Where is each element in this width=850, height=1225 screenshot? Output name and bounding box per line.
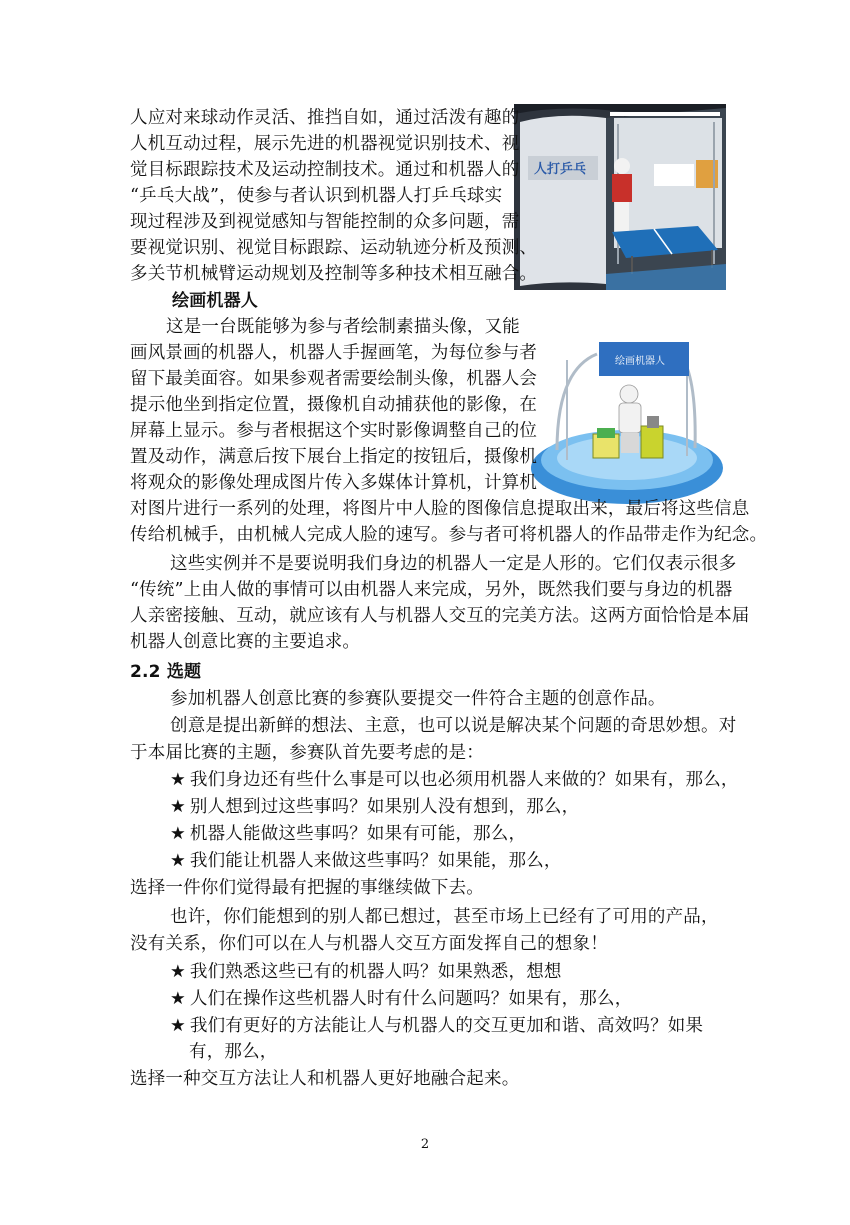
drawing-line: 传给机械手，由机械人完成人脸的速写。参与者可将机器人的作品带走作为纪念。: [130, 525, 768, 545]
section-2-2-heading: 2.2 选题: [130, 662, 202, 682]
drawing-line: 将观众的影像处理成图片传入多媒体计算机，计算机: [130, 473, 538, 493]
topic-intro-line: 创意是提出新鲜的想法、主意，也可以说是解决某个问题的奇思妙想。对: [170, 716, 737, 736]
question-text: 我们能让机器人来做这些事吗？如果能，那么，: [189, 851, 562, 871]
question-text: 我们熟悉这些已有的机器人吗？如果熟悉，想想: [189, 962, 562, 982]
question-text: 我们身边还有些什么事是可以也必须用机器人来做的？如果有，那么，: [189, 770, 739, 790]
middle-line: 也许，你们能想到的别人都已想过，甚至市场上已经有了可用的产品，: [170, 907, 719, 927]
pingpong-line: 多关节机械臂运动规划及控制等多种技术相互融合。: [130, 264, 538, 284]
question-item: [170, 822, 526, 846]
pingpong-line: 人应对来球动作灵活、推挡自如，通过活泼有趣的: [130, 108, 520, 128]
star-bullet-icon: ★: [170, 1016, 186, 1036]
question-item: [170, 849, 562, 873]
question-text: 机器人能做这些事吗？如果有可能，那么，: [189, 824, 527, 844]
summary-line: “传统”上由人做的事情可以由机器人来完成，另外，既然我们要与身边的机器: [130, 580, 733, 600]
summary-line: 机器人创意比赛的主要追求。: [130, 632, 361, 652]
drawing-line: 屏幕上显示。参与者根据这个实时影像调整自己的位: [130, 421, 538, 441]
question-item: [170, 960, 562, 984]
middle-line: 没有关系，你们可以在人与机器人交互方面发挥自己的想象！: [130, 934, 608, 954]
question-text: 别人想到过这些事吗？如果别人没有想到，那么，: [189, 797, 580, 817]
drawing-line: 对图片进行一系列的处理，将图片中人脸的图像信息提取出来，最后将这些信息: [130, 499, 750, 519]
summary-line: 这些实例并不是要说明我们身边的机器人一定是人形的。它们仅表示很多: [170, 554, 737, 574]
pingpong-robot-illustration: [514, 104, 726, 290]
question-text: 人们在操作这些机器人时有什么问题吗？如果有，那么，: [189, 989, 633, 1009]
question-text: 我们有更好的方法能让人与机器人的交互更加和谐、高效吗？如果: [189, 1016, 704, 1036]
pingpong-line: 要视觉识别、视觉目标跟踪、运动轨迹分析及预测、: [130, 238, 538, 258]
drawing-robot-heading: 绘画机器人: [172, 291, 258, 311]
pingpong-sign-text: 人打乒乓: [534, 162, 587, 177]
pingpong-robot-figure: [514, 104, 726, 290]
star-bullet-icon: ★: [170, 962, 186, 982]
pingpong-line: 觉目标跟踪技术及运动控制技术。通过和机器人的: [130, 160, 520, 180]
conclusion-line: 选择一种交互方法让人和机器人更好地融合起来。: [130, 1069, 520, 1089]
pingpong-line: “乒乓大战”，使参与者认识到机器人打乒乓球实: [130, 186, 503, 206]
drawing-sign-text: 绘画机器人: [615, 356, 665, 367]
drawing-line: 留下最美面容。如果参观者需要绘制头像，机器人会: [130, 369, 538, 389]
drawing-line: 画风景画的机器人，机器人手握画笔，为每位参与者: [130, 343, 538, 363]
topic-intro-line: 于本届比赛的主题，参赛队首先要考虑的是：: [130, 743, 484, 763]
star-bullet-icon: ★: [170, 824, 186, 844]
question-item: [170, 795, 579, 819]
pingpong-line: 人机互动过程，展示先进的机器视觉识别技术、视: [130, 134, 520, 154]
star-bullet-icon: ★: [170, 770, 186, 790]
drawing-line: 这是一台既能够为参与者绘制素描头像，又能: [166, 317, 520, 337]
drawing-line: 置及动作，满意后按下展台上指定的按钮后，摄像机: [130, 447, 538, 467]
question-continuation: 有，那么，: [189, 1042, 278, 1062]
pingpong-line: 现过程涉及到视觉感知与智能控制的众多问题，需: [130, 212, 520, 232]
drawing-line: 提示他坐到指定位置，摄像机自动捕获他的影像，在: [130, 395, 538, 415]
star-bullet-icon: ★: [170, 851, 186, 871]
drawing-robot-illustration: [527, 330, 725, 510]
topic-intro-line: 参加机器人创意比赛的参赛队要提交一件符合主题的创意作品。: [170, 689, 666, 709]
page-number: 2: [420, 1137, 430, 1152]
question-item: [170, 768, 739, 792]
star-bullet-icon: ★: [170, 797, 186, 817]
star-bullet-icon: ★: [170, 989, 186, 1009]
drawing-robot-figure: [527, 330, 725, 510]
summary-line: 人亲密接触、互动，就应该有人与机器人交互的完美方法。这两方面恰恰是本届: [130, 606, 750, 626]
question-item: [170, 1014, 703, 1038]
conclusion-line: 选择一件你们觉得最有把握的事继续做下去。: [130, 878, 484, 898]
question-item: [170, 987, 632, 1011]
